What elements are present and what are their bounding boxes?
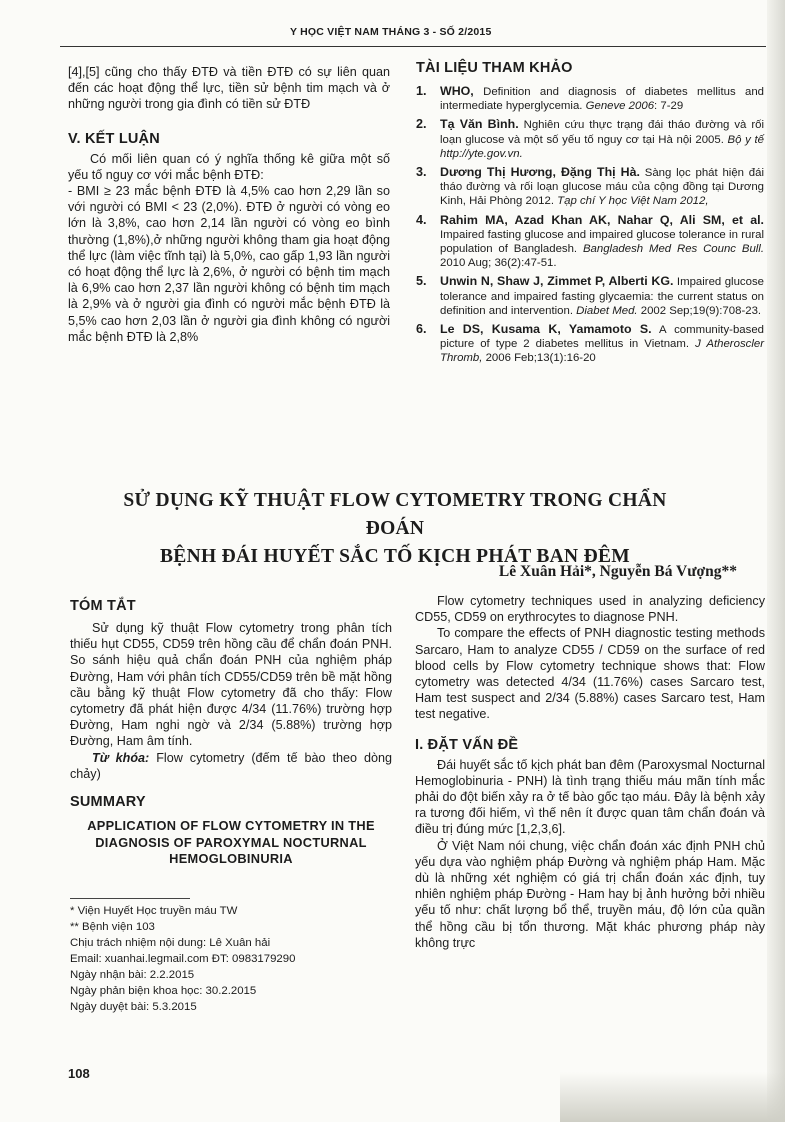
conclusion-lead: Có mối liên quan có ý nghĩa thống kê giữa một số yếu tố nguy cơ với mắc bệnh ĐTĐ:	[68, 151, 390, 182]
reference-number: 4.	[416, 212, 427, 227]
introduction-paragraph-1: Đái huyết sắc tố kịch phát ban đêm (Paroxysmal Nocturnal Hemoglobinuria - PNH) là tình trạng thiếu máu mãn tính mắc phải do đột biến xảy ra ở tế bào gốc tạo máu. Đây là bệnh xảy ra tương đối hiếm, vì thế nên ít được quan tâm chẩn đoán và điều trị đúng mức [1,2,3,6].	[415, 757, 765, 837]
reference-tail: 2010 Aug; 36(2):47-51.	[440, 257, 557, 270]
reference-source: Geneve 2006	[585, 100, 655, 113]
reference-text: Impaired fasting glucose and impaired glucose tolerance in rural population of Bangladesh.	[440, 228, 764, 256]
footnote-line: Ngày phản biện khoa học: 30.2.2015	[70, 984, 257, 997]
article-title-line-1: SỬ DỤNG KỸ THUẬT FLOW CYTOMETRY TRONG CHẨN ĐOÁN	[123, 490, 667, 539]
abstract-body: Sử dụng kỹ thuật Flow cytometry trong phân tích thiếu hụt CD55, CD59 trên hồng cầu để chẩn đoán PNH. So sánh hiệu quả chẩn đoán PNH của nghiệm pháp Đường, Ham với phân tích CD55/CD59 trên bề mặt hồng cầu bằng kỹ thuật Flow cytometry đã cho thấy: Flow cytometry đã phát hiện được 4/34 (11.76%) trường hợp Đường, Ham nghi ngờ và 2/34 (5.88%) trường hợp Đường, Ham âm tính.	[70, 621, 392, 749]
reference-item	[416, 274, 764, 318]
summary-paragraph-1: Flow cytometry techniques used in analyzing deficiency CD55, CD59 on erythrocytes to diagnose PNH.	[415, 594, 765, 625]
reference-text: Impaired glucose tolerance and impaired fasting glycaemia: the current status on definition and intervention.	[440, 276, 764, 317]
previous-article-intro: [4],[5] cũng cho thấy ĐTĐ và tiền ĐTĐ có sự liên quan đến các hoạt động thể lực, tiền sử bệnh tim mạch và ở những người trong gia đình có tiền sử ĐTĐ	[68, 65, 390, 112]
reference-tail: 2006 Feb;13(1):16-20	[482, 352, 596, 365]
header-rule	[60, 46, 766, 47]
reference-authors: Rahim MA, Azad Khan AK, Nahar Q, Ali SM, et al.	[440, 212, 764, 227]
reference-source: Diabet Med.	[576, 304, 638, 317]
conclusion-body: - BMI ≥ 23 mắc bệnh ĐTĐ là 4,5% cao hơn 2,29 lần so với người có BMI < 23 (2,0%). ĐTĐ ở người có vòng eo lớn là 3,8%, cao hơn 2,14 lần người có vòng eo bình thường (1,8%),ở những người không tham gia hoạt động thể lực (làm việc tĩnh tại) là 5,0%, cao gấp 1,93 lần người có hoạt động thể lực là 2,6%, ở người có bệnh tim mạch là 6,9% cao hơn 2,37 lần người không có bệnh tim mạch là 2,9% và ở người gia đình có người mắc bệnh ĐTĐ là 5,5% cao hơn 2,03 lần ở người gia đình không có người mắc bệnh ĐTĐ là 2,8%	[68, 184, 390, 344]
summary-heading: SUMMARY	[70, 794, 146, 811]
keywords	[70, 750, 392, 782]
reference-authors: WHO,	[440, 84, 474, 98]
reference-text: Sàng lọc phát hiện đái tháo đường và rối loạn glucose máu của cộng đồng tại Dương Kinh, Hải Phòng 2012.	[440, 167, 764, 208]
reference-item	[416, 117, 764, 161]
footnote-line: Ngày nhận bài: 2.2.2015	[70, 968, 195, 981]
references-column	[416, 60, 764, 370]
previous-article-left-column	[68, 64, 390, 345]
abstract-heading: TÓM TẮT	[70, 598, 136, 614]
reference-source: Tạp chí Y học Việt Nam 2012,	[557, 195, 709, 208]
scan-shadow-edge	[767, 0, 785, 1122]
scan-shadow-bottom	[560, 1072, 785, 1122]
reference-number: 5.	[416, 274, 427, 289]
article-title-line-2: BỆNH ĐÁI HUYẾT SẮC TỐ KỊCH PHÁT BAN ĐÊM	[159, 546, 631, 567]
summary-title: APPLICATION OF FLOW CYTOMETRY IN THE DIAGNOSIS OF PAROXYMAL NOCTURNAL HEMOGLOBINURIA	[87, 818, 375, 867]
reference-number: 2.	[416, 117, 427, 132]
reference-authors: Tạ Văn Bình.	[440, 117, 519, 132]
introduction-paragraph-2: Ở Việt Nam nói chung, việc chẩn đoán xác định PNH chủ yếu dựa vào nghiệm pháp Đường và nghiệm pháp Ham. Mặc dù là những xét nghiệm có giá trị chẩn đoán xác định, tuy nhiên nghiệm pháp Đường - Ham hay bị ảnh hưởng bởi nhiều yếu tố như: chất lượng bổ thể, truyền máu, độ lớn của quần thể hồng cầu bị tổn thương. Mặt khác phương pháp này không trực	[415, 838, 765, 950]
reference-authors: Le DS, Kusama K, Yamamoto S.	[440, 322, 652, 337]
footnote-line: Email: xuanhai.legmail.com ĐT: 0983179290	[70, 952, 296, 965]
article-title	[100, 487, 690, 571]
page-number: 108	[68, 1066, 90, 1081]
footnote-line: Ngày duyệt bài: 5.3.2015	[70, 1000, 197, 1013]
summary-paragraph-2: To compare the effects of PNH diagnostic testing methods Sarcaro, Ham to analyze CD55 / CD59 on the surface of red blood cells by Flow cytometry technique shows that: Flow cytometry was detected 4/34 (11.76%) cases Sarcaro test, Ham test suspect and 2/34 (5.88%) cases Sarcaro test, Ham test negative.	[415, 626, 765, 722]
article-right-column	[415, 593, 765, 951]
references-heading: TÀI LIỆU THAM KHẢO	[416, 60, 573, 76]
footnote-line: ** Bệnh viện 103	[70, 920, 155, 933]
footnote-rule	[70, 898, 190, 899]
footnote-line: Chịu trách nhiệm nội dung: Lê Xuân hải	[70, 936, 271, 949]
footnotes	[70, 903, 392, 1015]
reference-text: Nghiên cứu thực trạng đái tháo đường và rối loạn glucose và một số yếu tố nguy cơ tại Hà nội 2005.	[440, 119, 764, 146]
reference-item	[416, 165, 764, 209]
reference-item	[416, 213, 764, 271]
reference-number: 1.	[416, 84, 427, 98]
reference-text: Definition and diagnosis of diabetes mellitus and intermediate hyperglycemia.	[440, 86, 764, 113]
reference-authors: Unwin N, Shaw J, Zimmet P, Alberti KG.	[440, 274, 674, 289]
reference-tail: 2002 Sep;19(9):708-23.	[637, 304, 762, 317]
conclusion-heading: V. KẾT LUẬN	[68, 130, 160, 147]
reference-number: 3.	[416, 165, 427, 180]
article-authors: Lê Xuân Hải*, Nguyễn Bá Vượng**	[498, 563, 737, 580]
reference-authors: Dương Thị Hương, Đặng Thị Hà.	[440, 165, 640, 180]
keywords-label: Từ khóa:	[92, 750, 150, 765]
footnote-line: * Viện Huyết Học truyền máu TW	[70, 904, 238, 917]
reference-source: Bộ y tế http://yte.gov.vn.	[440, 133, 764, 160]
reference-tail: : 7-29	[654, 100, 684, 113]
keywords-text: Flow cytometry (đếm tế bào theo dòng chảy)	[70, 750, 392, 781]
reference-number: 6.	[416, 322, 427, 337]
reference-source: Bangladesh Med Res Counc Bull.	[582, 243, 765, 256]
running-header: Y HỌC VIỆT NAM THÁNG 3 - SỐ 2/2015	[290, 26, 492, 38]
reference-source: J Atheroscler Thromb,	[440, 338, 764, 365]
reference-text: A community-based picture of type 2 diabetes mellitus in Vietnam.	[440, 324, 764, 351]
reference-item	[416, 322, 764, 366]
references-list	[416, 84, 764, 366]
article-left-column	[70, 598, 392, 1015]
reference-item	[416, 84, 764, 113]
introduction-heading: I. ĐẶT VẤN ĐỀ	[415, 736, 519, 753]
